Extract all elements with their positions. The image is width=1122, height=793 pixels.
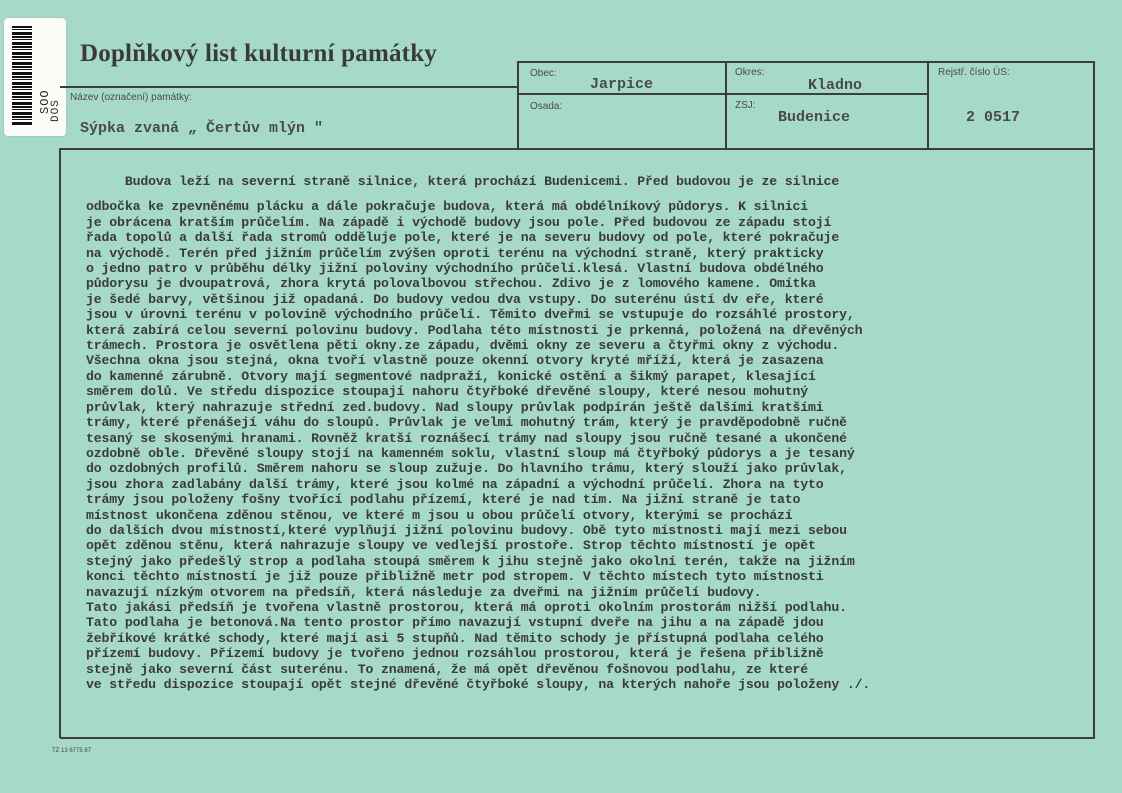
- description-line: ozdobně oble. Dřevěné sloupy stojí na kamenném soklu, vlastní sloup má čtyřboký půdorys a je tesaný: [86, 445, 855, 461]
- nazev-label: Název (označení) památky:: [70, 92, 192, 103]
- description-line: [86, 189, 1096, 199]
- obec-value: Jarpice: [590, 76, 654, 93]
- description-line: která zabírá celou severní polovinu budovy. Podlaha této místnosti je prkenná, položená na dřevěných: [86, 322, 863, 338]
- form-header-bottom-rule: [60, 148, 1094, 150]
- description-line: trámech. Prostora je osvětlena pěti okny.ze západu, dvěmi okny ze severu a čtyřmi okny z východu.: [86, 338, 840, 354]
- description-line: trámy, které přenášejí váhu do sloupů. Průvlak je velmi mohutný trám, který je pravděpodobně ručně: [86, 415, 847, 431]
- description-line: stejně jako severní část suterénu. To znamená, že má opět dřevěnou fošnovou podlahu, ze které: [86, 661, 809, 677]
- description-line: navazují nízkým otvorem na předsíň, která následuje za dveřmi na jižním průčelí budovy.: [86, 584, 762, 600]
- description-line: je obrácena kratším průčelím. Na západě i východě budovy jsou pole. Před budovou ze západu stojí: [86, 214, 832, 230]
- form-divider-okres: [725, 61, 727, 149]
- form-left-border: [59, 148, 61, 738]
- zsj-value: Budenice: [778, 109, 851, 126]
- document-title: Doplňkový list kulturní památky: [80, 40, 437, 67]
- description-line: Tato jakási předsíň je tvořena vlastně prostorou, která má oproti okolním prostorám nižší podlahu.: [86, 599, 847, 615]
- obec-label: Obec:: [530, 68, 557, 79]
- description-line: průvlak, který nahrazuje střední zed.budovy. Nad sloupy průvlak podpírán ještě dalšími kratšími: [86, 399, 824, 415]
- description-line: do ozdobných profilů. Směrem nahoru se sloup zužuje. Do hlavního trámu, který slouží jako průvlak,: [86, 461, 847, 477]
- form-top-rule: [60, 86, 518, 88]
- description-line: na východě. Terén před jižním průčelím zvýšen oproti terénu na východní straně, který prakticky: [86, 245, 824, 261]
- rejstr-value: 2 0517: [966, 109, 1021, 126]
- form-divider-obec: [517, 61, 519, 149]
- description-line: opět zděnou stěnu, která nahrazuje sloupy ve vedlejší prostoře. Strop těchto místností je opět: [86, 538, 816, 554]
- description-line: jsou v úrovni terénu v polovině východního průčelí. Těmito dveřmi se vstupuje do rozsáhlé prostory,: [86, 307, 855, 323]
- description-text: [86, 174, 1096, 692]
- description-line: ve středu dispozice stoupají opět stejné dřevěné čtyřboké sloupy, na kterých nahoře jsou položeny ./.: [86, 677, 871, 692]
- form-bottom-rule: [60, 737, 1095, 739]
- description-line: Všechna okna jsou stejná, okna tvoří vlastně pouze okenní otvory kryté mříží, která je zasazena: [86, 353, 824, 369]
- description-line: do dalších dvou místností,které vyplňují jižní polovinu budovy. Obě tyto místnosti mají mezi sebou: [86, 522, 847, 538]
- description-line: řada topolů a další řada stromů odděluje pole, které je na severu budovy od pole, které pokračuje: [86, 230, 840, 246]
- sticker-code-secondary: DOS: [50, 99, 62, 122]
- description-line: odbočka ke zpevněnému plácku a dále pokračuje budova, která má obdélníkový půdorys. K silnici: [86, 199, 809, 215]
- description-line: Budova leží na severní straně silnice, která prochází Budenicemi. Před budovou je ze silnice: [86, 174, 840, 189]
- description-line: půdorysu je dvoupatrová, zhora krytá polovalbovou střechou. Zdivo je z lomového kamene. Omítka: [86, 276, 816, 292]
- form-divider-rejstr: [927, 61, 929, 149]
- description-line: je šedé barvy, většinou již opadaná. Do budovy vedou dva vstupy. Do suterénu ústí dv eře, které: [86, 291, 824, 307]
- description-line: místnost ukončena zděnou stěnou, ve které m jsou u obou průčelí otvory, kterými se prochází: [86, 507, 793, 523]
- form-top-rule-right: [518, 61, 1094, 63]
- sticker-code: SOO: [38, 89, 52, 114]
- zsj-label: ZSJ:: [735, 100, 756, 111]
- barcode-icon: [12, 26, 32, 126]
- description-line: žebříkové krátké schody, které mají asi 5 stupňů. Nad těmito schody je přístupná podlaha celého: [86, 630, 824, 646]
- form-print-code: TZ 13 6775 87: [52, 748, 92, 754]
- description-line: tesaný se skosenými hranami. Rovněž kratší roznášecí trámy nad sloupy jsou ručně tesané a ukončené: [86, 430, 847, 446]
- okres-value: Kladno: [808, 77, 863, 94]
- rejstr-label: Rejstř. číslo ÚS:: [938, 67, 1010, 78]
- form-mid-rule: [518, 93, 927, 95]
- description-line: přízemí budovy. Přízemí budovy je tvořeno jednou rozsáhlou prostorou, která je řešena přibližně: [86, 646, 824, 662]
- osada-label: Osada:: [530, 101, 563, 112]
- barcode-sticker: [4, 18, 66, 136]
- description-line: stejný jako předešlý strop a podlaha stoupá směrem k jihu stejně jako okolní terén, takže na jižním: [86, 553, 855, 569]
- description-line: o jedno patro v průběhu délky jižní poloviny východního průčelí.klesá. Vlastní budova obdélného: [86, 261, 824, 277]
- description-line: Tato podlaha je betonová.Na tento prostor přímo navazují vstupní dveře na jihu a na západě jdou: [86, 615, 824, 631]
- description-line: směrem dolů. Ve středu dispozice stoupají nahoru čtyřboké dřevěné sloupy, které nesou mohutný: [86, 384, 809, 400]
- description-line: trámy jsou položeny fošny tvořící podlahu přízemí, které je nad tím. Na jižní straně je tato: [86, 492, 801, 508]
- okres-label: Okres:: [735, 67, 765, 78]
- description-line: konci těchto místností je již pouze přibližně metr pod stropem. V těchto místech tyto místnosti: [86, 569, 824, 585]
- description-line: do kamenné zárubně. Otvory mají segmentové nadpraží, konické ostění a šikmý parapet, klesající: [86, 368, 816, 384]
- nazev-value: Sýpka zvaná „ Čertův mlýn ": [80, 120, 324, 137]
- description-line: jsou zhora zadlabány další trámy, které jsou kolmé na západní a východní průčelí. Zhora na tyto: [86, 476, 824, 492]
